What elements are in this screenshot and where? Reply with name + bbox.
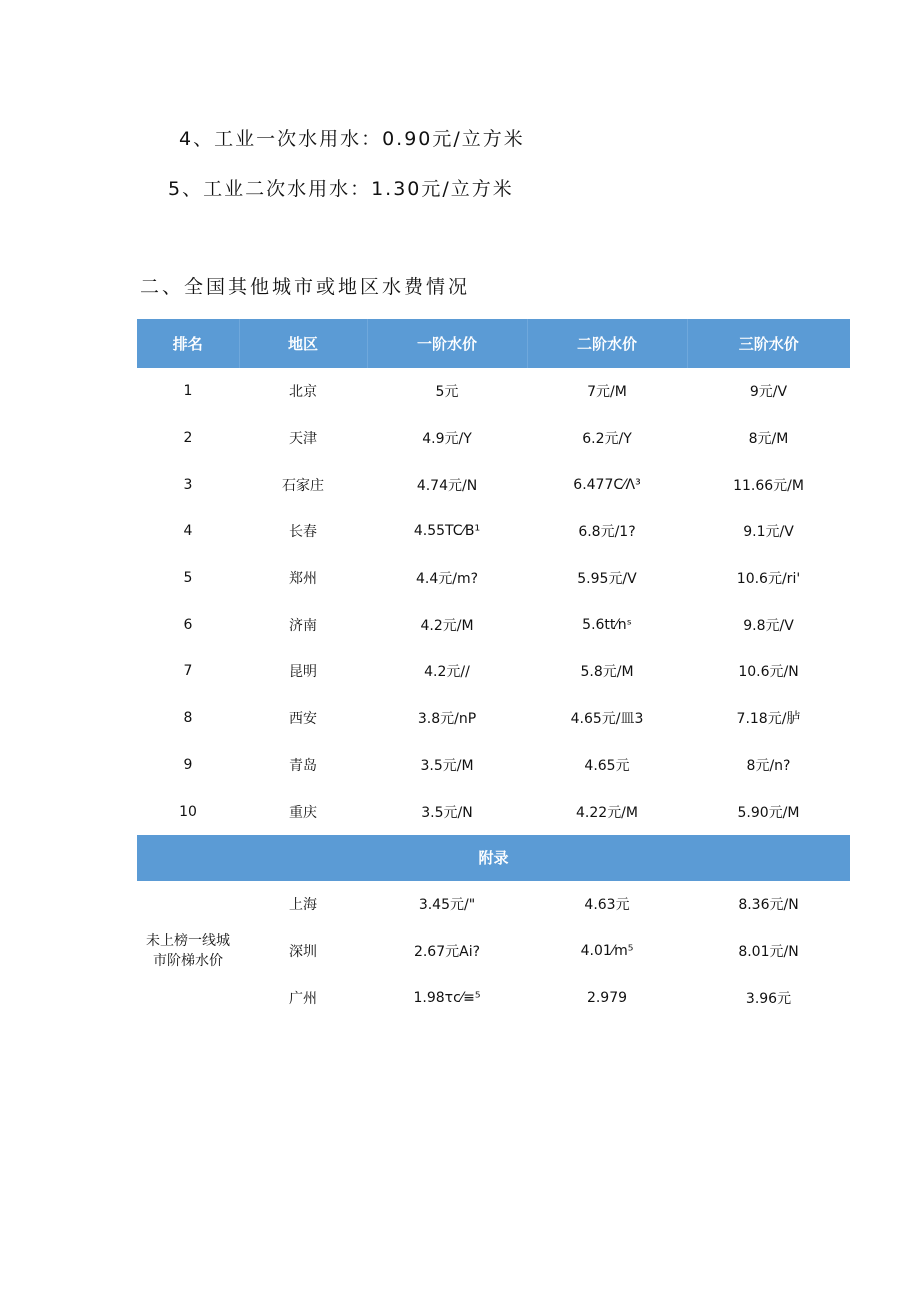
cell-tier2: 5.95元/V — [577, 571, 637, 588]
table-row — [137, 555, 850, 602]
cell-tier2: 4.22元/M — [576, 804, 638, 821]
cell-tier3: 8.01元/N — [738, 943, 799, 960]
cell-tier2: 4.01⁄m⁵ — [580, 942, 634, 959]
cell-tier2: 4.65元/皿3 — [570, 711, 644, 728]
cell-tier3: 8.36元/N — [738, 897, 799, 914]
cell-tier1: 4.4元/m? — [415, 571, 479, 588]
cell-tier1: 2.67元Ai? — [413, 943, 481, 960]
cell-tier2: 4.63元 — [584, 897, 630, 914]
table-row — [137, 508, 850, 555]
cell-tier2: 5.8元/M — [580, 664, 634, 681]
table-row — [137, 742, 850, 789]
table-row — [137, 928, 850, 975]
cell-tier1: 4.74元/N — [416, 477, 478, 494]
cell-region: 昆明 — [289, 664, 317, 681]
table-row — [137, 461, 850, 508]
cell-tier1: 1.98τc⁄≡⁵ — [413, 989, 481, 1006]
water-price-table — [137, 319, 850, 1021]
table-row — [137, 415, 850, 462]
cell-tier2: 6.477C⁄Λ³ — [573, 476, 641, 493]
cell-rank: 3 — [183, 476, 193, 493]
cell-region: 上海 — [289, 897, 317, 914]
cell-tier1: 4.9元/Y — [422, 431, 472, 448]
cell-tier2: 2.979 — [586, 989, 628, 1006]
cell-tier3: 5.90元/M — [737, 804, 800, 821]
cell-tier2: 7元/M — [587, 384, 627, 401]
cell-tier1: 4.2元/M — [420, 617, 474, 634]
appendix-group-label: 未上榜一线城市阶梯水价 — [146, 932, 230, 969]
cell-rank: 10 — [179, 803, 197, 820]
cell-tier3: 3.96元 — [745, 990, 792, 1007]
cell-tier2: 4.65元 — [584, 757, 630, 774]
table-row — [137, 368, 850, 415]
cell-region: 北京 — [289, 384, 317, 401]
cell-region: 深圳 — [289, 943, 317, 960]
cell-rank: 7 — [183, 663, 193, 680]
cell-tier1: 3.5元/M — [420, 757, 474, 774]
cell-region: 广州 — [289, 990, 317, 1007]
cell-tier3: 9.1元/V — [743, 524, 794, 541]
table-header-row — [137, 319, 850, 368]
table-row — [137, 695, 850, 742]
cell-rank: 9 — [183, 756, 193, 773]
header-tier1: 一阶水价 — [367, 319, 527, 368]
header-region: 地区 — [239, 319, 367, 368]
section-heading: 二、全国其他城市或地区水费情况 — [140, 276, 471, 298]
cell-tier2: 6.2元/Y — [582, 431, 632, 448]
text-line-industrial-primary: 4、工业一次水用水：0.90元/立方米 — [179, 128, 525, 150]
cell-rank: 6 — [183, 616, 193, 633]
appendix-label: 附录 — [137, 835, 850, 881]
cell-tier1: 3.45元/" — [418, 897, 476, 914]
cell-region: 重庆 — [289, 804, 317, 821]
cell-tier3: 9.8元/V — [743, 617, 794, 634]
cell-region: 济南 — [289, 617, 317, 634]
cell-tier3: 10.6元/N — [738, 664, 799, 681]
header-rank: 排名 — [137, 319, 239, 368]
cell-tier3: 9元/V — [749, 384, 788, 401]
appendix-row — [137, 835, 850, 881]
cell-rank: 1 — [183, 383, 193, 400]
cell-tier1: 3.8元/nP — [417, 711, 477, 728]
header-tier2: 二阶水价 — [527, 319, 687, 368]
cell-tier3: 8元/M — [748, 431, 789, 448]
cell-tier3: 11.66元/M — [733, 477, 804, 494]
text-line-industrial-secondary: 5、工业二次水用水：1.30元/立方米 — [168, 178, 514, 200]
table-row — [137, 881, 850, 928]
cell-tier2: 5.6tt⁄nˢ — [582, 616, 632, 633]
table-row — [137, 788, 850, 835]
cell-rank: 5 — [183, 570, 193, 587]
table-row — [137, 974, 850, 1021]
cell-region: 石家庄 — [282, 477, 324, 494]
cell-rank: 2 — [183, 430, 193, 447]
cell-tier2: 6.8元/1? — [578, 524, 636, 541]
header-tier3: 三阶水价 — [687, 319, 850, 368]
table-row — [137, 648, 850, 695]
cell-region: 西安 — [289, 711, 317, 728]
cell-tier3: 8元/n? — [746, 757, 791, 774]
cell-region: 郑州 — [289, 571, 317, 588]
cell-tier3: 10.6元/ri' — [736, 571, 801, 588]
cell-tier1: 4.2元// — [424, 664, 470, 681]
cell-tier1: 4.55TC⁄B¹ — [413, 523, 481, 540]
cell-rank: 4 — [183, 523, 193, 540]
cell-tier1: 3.5元/N — [421, 804, 473, 821]
cell-region: 长春 — [289, 524, 317, 541]
cell-region: 青岛 — [289, 757, 317, 774]
cell-tier1: 5元 — [435, 384, 459, 401]
cell-region: 天津 — [289, 431, 317, 448]
cell-rank: 8 — [183, 710, 193, 727]
cell-tier3: 7.18元/胪 — [736, 711, 801, 728]
table-row — [137, 601, 850, 648]
